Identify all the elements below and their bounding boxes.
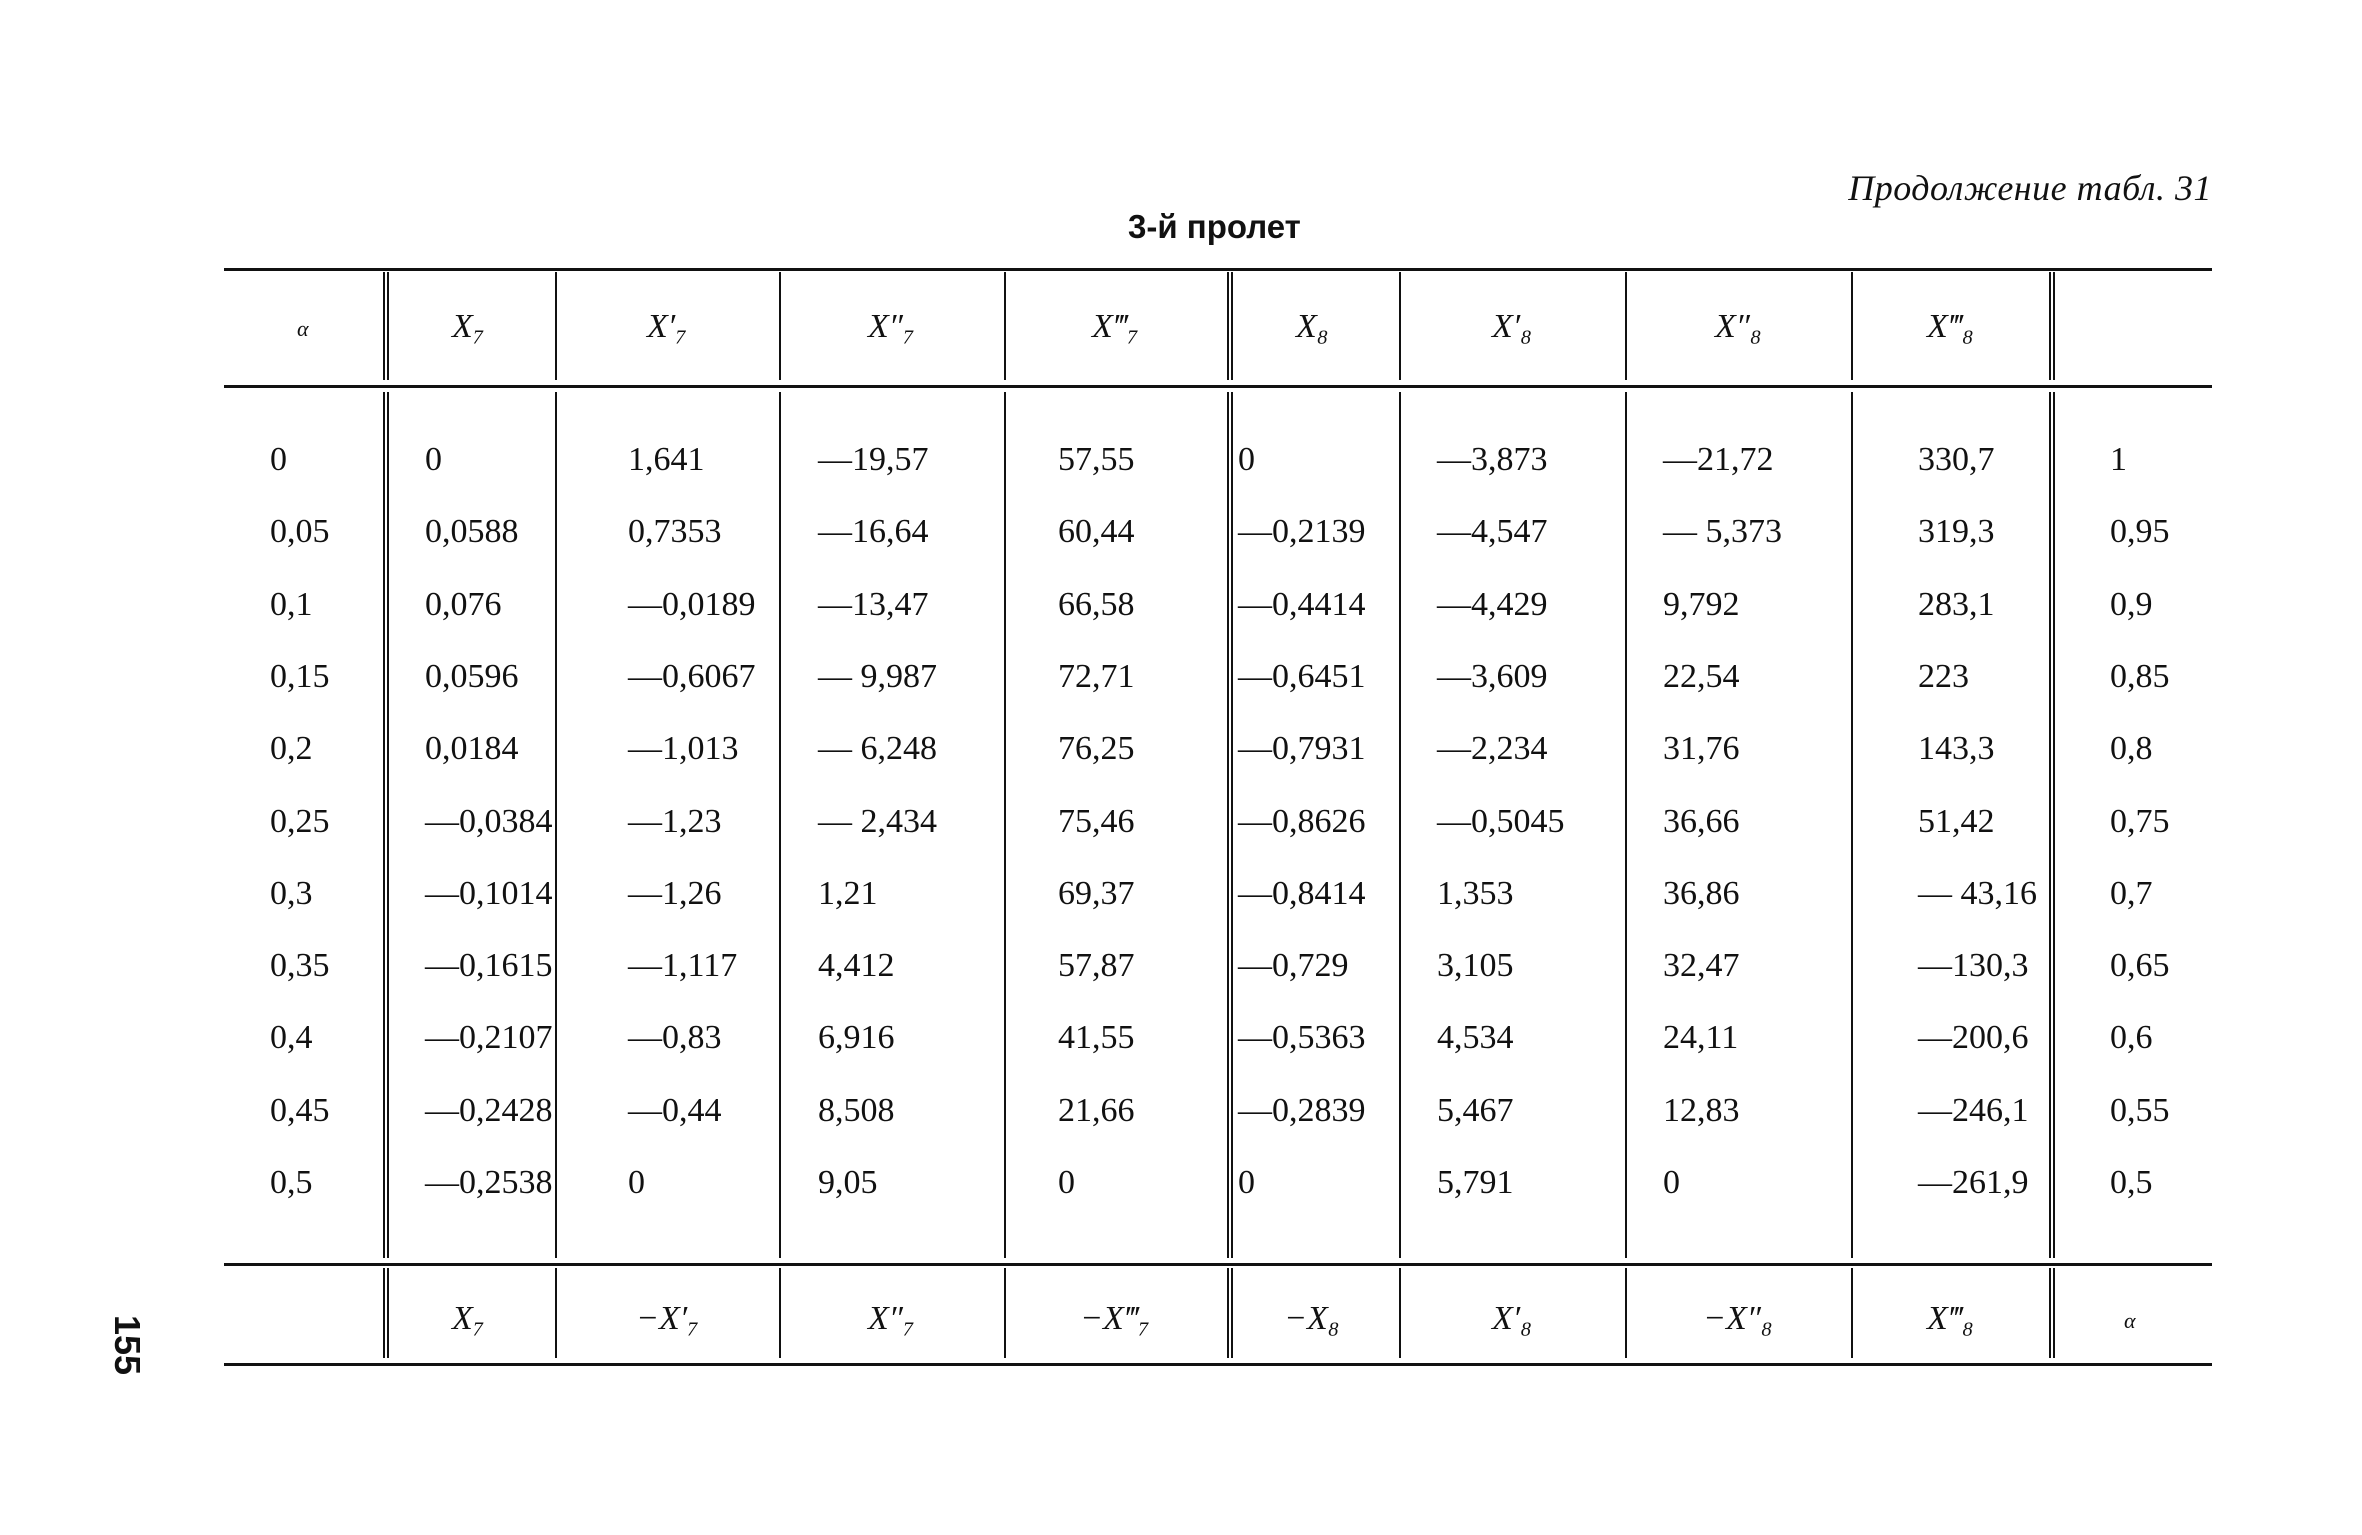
column-separator xyxy=(2049,1268,2055,1358)
table-cell: —261,9 xyxy=(1918,1164,2029,1201)
column-header: X‴₇ xyxy=(1092,308,1139,345)
table-cell: 22,54 xyxy=(1663,658,1740,695)
table-cell: —1,23 xyxy=(628,803,722,840)
table-cell: 0 xyxy=(270,441,287,478)
span-title: 3-й пролет xyxy=(1128,208,1301,245)
column-separator xyxy=(1851,272,1853,380)
table-cell: —3,873 xyxy=(1437,441,1548,478)
table-cell: 5,467 xyxy=(1437,1092,1514,1129)
column-header: α xyxy=(297,316,309,341)
table-cell: 0,7353 xyxy=(628,513,722,550)
table-cell: 283,1 xyxy=(1918,586,1995,623)
column-header: X′₈ xyxy=(1492,308,1533,345)
table-cell: 57,87 xyxy=(1058,947,1135,984)
table-cell: 0,0588 xyxy=(425,513,519,550)
table-cell: 12,83 xyxy=(1663,1092,1740,1129)
table-cell: 72,71 xyxy=(1058,658,1135,695)
table-cell: — 43,16 xyxy=(1918,875,2037,912)
table-cell: —16,64 xyxy=(818,513,929,550)
table-cell: —0,5363 xyxy=(1238,1019,1366,1056)
table-cell: —0,1615 xyxy=(425,947,553,984)
column-separator xyxy=(1625,1268,1627,1358)
table-cell: —13,47 xyxy=(818,586,929,623)
table-cell: 1,21 xyxy=(818,875,878,912)
table-cell: 75,46 xyxy=(1058,803,1135,840)
table-cell: —0,2428 xyxy=(425,1092,553,1129)
page-number: 155 xyxy=(107,1315,148,1376)
table-cell: — 2,434 xyxy=(818,803,937,840)
table-cell: —0,83 xyxy=(628,1019,722,1056)
table-cell: 0,7 xyxy=(2110,875,2153,912)
column-separator xyxy=(1227,272,1233,380)
table-cell: 0 xyxy=(1058,1164,1075,1201)
table-cell: —1,013 xyxy=(628,730,739,767)
table-cell: 4,412 xyxy=(818,947,895,984)
column-footer: −X₈ xyxy=(1284,1300,1340,1337)
table-cell: 0,076 xyxy=(425,586,502,623)
column-separator xyxy=(1004,272,1006,380)
table-cell: —0,2139 xyxy=(1238,513,1366,550)
table-cell: 0,65 xyxy=(2110,947,2170,984)
table-cell: —4,547 xyxy=(1437,513,1548,550)
column-header: X₈ xyxy=(1296,308,1329,345)
table-rule-4 xyxy=(224,1363,2212,1366)
table-cell: 31,76 xyxy=(1663,730,1740,767)
table-cell: 0,35 xyxy=(270,947,330,984)
column-separator xyxy=(1004,392,1006,1258)
column-separator xyxy=(779,272,781,380)
table-cell: 0 xyxy=(425,441,442,478)
table-cell: 0,05 xyxy=(270,513,330,550)
table-cell: 3,105 xyxy=(1437,947,1514,984)
table-cell: 0 xyxy=(1238,441,1255,478)
table-cell: 1 xyxy=(2110,441,2127,478)
table-cell: 0,95 xyxy=(2110,513,2170,550)
column-separator xyxy=(1851,1268,1853,1358)
table-cell: 0,9 xyxy=(2110,586,2153,623)
table-cell: —246,1 xyxy=(1918,1092,2029,1129)
column-separator xyxy=(383,272,389,380)
column-footer: α xyxy=(2124,1308,2136,1333)
column-separator xyxy=(555,392,557,1258)
table-cell: —0,6451 xyxy=(1238,658,1366,695)
column-separator xyxy=(1227,1268,1233,1358)
table-cell: 1,641 xyxy=(628,441,705,478)
table-cell: 21,66 xyxy=(1058,1092,1135,1129)
table-cell: —0,729 xyxy=(1238,947,1349,984)
table-cell: 57,55 xyxy=(1058,441,1135,478)
column-separator xyxy=(779,392,781,1258)
table-cell: 0 xyxy=(1238,1164,1255,1201)
table-cell: —0,4414 xyxy=(1238,586,1366,623)
column-separator xyxy=(2049,272,2055,380)
column-footer: −X′₇ xyxy=(636,1300,699,1337)
table-cell: 319,3 xyxy=(1918,513,1995,550)
table-cell: 24,11 xyxy=(1663,1019,1739,1056)
table-cell: 5,791 xyxy=(1437,1164,1514,1201)
column-separator xyxy=(1399,272,1401,380)
table-cell: —0,2538 xyxy=(425,1164,553,1201)
column-footer: −X‴₇ xyxy=(1080,1300,1150,1337)
table-cell: 0,5 xyxy=(270,1164,313,1201)
table-cell: 8,508 xyxy=(818,1092,895,1129)
table-cell: 143,3 xyxy=(1918,730,1995,767)
table-cell: —21,72 xyxy=(1663,441,1774,478)
table-cell: 1,353 xyxy=(1437,875,1514,912)
column-footer: X′₈ xyxy=(1492,1300,1533,1337)
table-cell: —0,8626 xyxy=(1238,803,1366,840)
table-continuation-label: Продолжение табл. 31 xyxy=(1848,168,2212,208)
table-rule-3 xyxy=(224,1263,2212,1266)
table-cell: 0 xyxy=(628,1164,645,1201)
table-cell: 0,15 xyxy=(270,658,330,695)
table-cell: —4,429 xyxy=(1437,586,1548,623)
table-cell: —0,7931 xyxy=(1238,730,1366,767)
column-footer: −X″₈ xyxy=(1703,1300,1773,1337)
table-cell: 330,7 xyxy=(1918,441,1995,478)
column-separator xyxy=(1004,1268,1006,1358)
table-cell: 0,85 xyxy=(2110,658,2170,695)
column-header: X″₈ xyxy=(1715,308,1762,345)
table-cell: 223 xyxy=(1918,658,1969,695)
column-header: X₇ xyxy=(452,308,485,345)
table-cell: —0,6067 xyxy=(628,658,756,695)
table-cell: 0,2 xyxy=(270,730,313,767)
table-cell: 0,0596 xyxy=(425,658,519,695)
column-separator xyxy=(1625,392,1627,1258)
table-cell: —0,8414 xyxy=(1238,875,1366,912)
table-cell: —130,3 xyxy=(1918,947,2029,984)
column-header: X‴₈ xyxy=(1927,308,1974,345)
column-separator xyxy=(383,392,389,1258)
table-cell: 51,42 xyxy=(1918,803,1995,840)
column-separator xyxy=(1399,1268,1401,1358)
column-separator xyxy=(1851,392,1853,1258)
table-cell: 66,58 xyxy=(1058,586,1135,623)
column-footer: X‴₈ xyxy=(1927,1300,1974,1337)
table-cell: 69,37 xyxy=(1058,875,1135,912)
table-cell: 0,0184 xyxy=(425,730,519,767)
column-separator xyxy=(555,272,557,380)
table-cell: 36,66 xyxy=(1663,803,1740,840)
table-cell: 6,916 xyxy=(818,1019,895,1056)
table-cell: —1,117 xyxy=(628,947,738,984)
table-cell: 0,4 xyxy=(270,1019,313,1056)
table-cell: —0,1014 xyxy=(425,875,553,912)
table-cell: —0,5045 xyxy=(1437,803,1565,840)
table-cell: 32,47 xyxy=(1663,947,1740,984)
table-cell: —0,0189 xyxy=(628,586,756,623)
table-cell: —3,609 xyxy=(1437,658,1548,695)
column-header: X′₇ xyxy=(647,308,688,345)
table-cell: 60,44 xyxy=(1058,513,1135,550)
table-cell: —2,234 xyxy=(1437,730,1548,767)
column-separator xyxy=(1625,272,1627,380)
table-cell: 4,534 xyxy=(1437,1019,1514,1056)
table-cell: 0 xyxy=(1663,1164,1680,1201)
column-separator xyxy=(383,1268,389,1358)
column-footer: X₇ xyxy=(452,1300,485,1337)
table-cell: 0,45 xyxy=(270,1092,330,1129)
table-cell: 9,05 xyxy=(818,1164,878,1201)
table-cell: 9,792 xyxy=(1663,586,1740,623)
table-cell: —1,26 xyxy=(628,875,722,912)
table-cell: 36,86 xyxy=(1663,875,1740,912)
table-rule-1 xyxy=(224,268,2212,271)
table-cell: —0,2839 xyxy=(1238,1092,1366,1129)
table-cell: 41,55 xyxy=(1058,1019,1135,1056)
table-rule-2 xyxy=(224,385,2212,388)
column-separator xyxy=(1399,392,1401,1258)
column-separator xyxy=(555,1268,557,1358)
table-cell: 0,75 xyxy=(2110,803,2170,840)
table-cell: —200,6 xyxy=(1918,1019,2029,1056)
table-cell: — 6,248 xyxy=(818,730,937,767)
table-cell: 0,1 xyxy=(270,586,313,623)
table-cell: —0,0384 xyxy=(425,803,553,840)
table-cell: —0,2107 xyxy=(425,1019,553,1056)
table-cell: 0,6 xyxy=(2110,1019,2153,1056)
table-cell: 76,25 xyxy=(1058,730,1135,767)
column-separator xyxy=(1227,392,1233,1258)
table-cell: — 5,373 xyxy=(1663,513,1782,550)
table-cell: —19,57 xyxy=(818,441,929,478)
table-cell: — 9,987 xyxy=(818,658,937,695)
table-cell: 0,8 xyxy=(2110,730,2153,767)
table-cell: 0,25 xyxy=(270,803,330,840)
table-cell: 0,3 xyxy=(270,875,313,912)
column-separator xyxy=(2049,392,2055,1258)
table-cell: 0,55 xyxy=(2110,1092,2170,1129)
column-separator xyxy=(779,1268,781,1358)
column-header: X″₇ xyxy=(868,308,915,345)
table-cell: —0,44 xyxy=(628,1092,722,1129)
column-footer: X″₇ xyxy=(868,1300,915,1337)
table-cell: 0,5 xyxy=(2110,1164,2153,1201)
